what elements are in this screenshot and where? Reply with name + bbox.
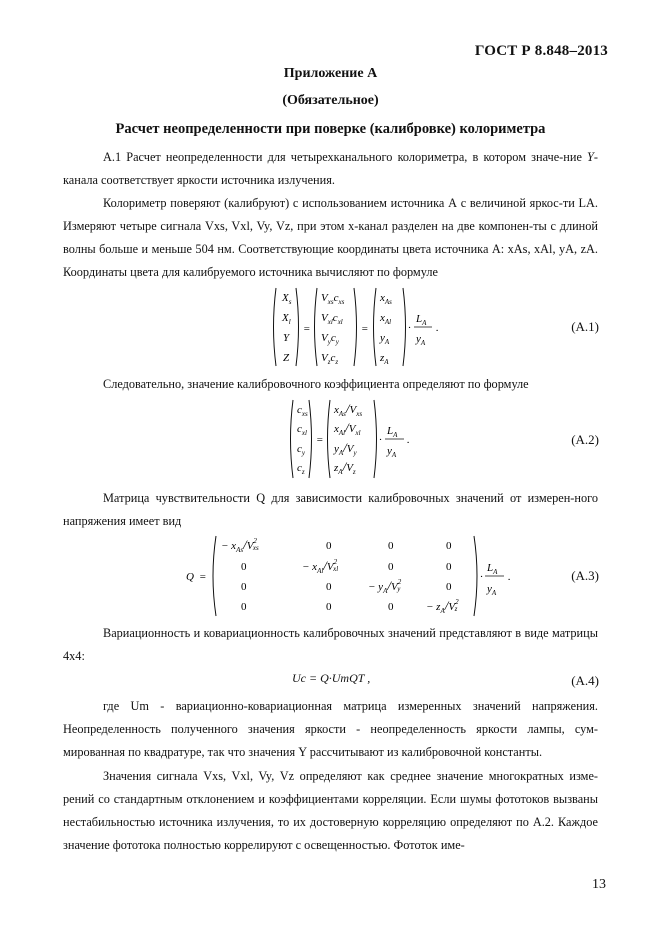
svg-text:0: 0 (446, 540, 452, 552)
paragraph-calibration: Колориметр поверяют (калибруют) с использованием источника А с величиной яркос-ти LA. Измеряют четыре сигнала Vxs, Vxl, Vy, Vz, при этом x-канал разделен на две компонен-ты с длиной волны больше и меньше 504 нм. Соответствующие координаты цвета источника А: xAs, xAl, yA, zA. Координаты цвета для калибруемого источника вычисляют по формуле (63, 196, 598, 279)
equation-a2 (287, 397, 427, 481)
equation-a3 (186, 533, 526, 619)
svg-text:=: = (199, 571, 207, 583)
svg-text:0: 0 (388, 540, 394, 552)
svg-text:0: 0 (446, 561, 452, 573)
svg-text:·: · (379, 434, 382, 446)
svg-text:LA: $L_A$ (487, 562, 498, 576)
svg-text:yA: $y_A$ (487, 583, 497, 597)
standard-number: ГОСТ Р 8.848–2013 (474, 43, 608, 59)
paragraph-signals: Значения сигнала Vxs, Vxl, Vy, Vz определяют как среднее значение многократных изме-рений со стандартным отклонением и коэффициентами корреляции. Если шумы фототоков вызваны нестабильностью источника излучения, то их достоверную корреляцию определяют по А.2. Каждое значение фототока полностью коррелируют с освещенностью. Фототок име- (63, 769, 598, 852)
svg-text:− zA/V2z: − $z_A/V^2$ z (426, 598, 459, 615)
svg-text:cxs: $c_{xs}$ (297, 404, 308, 418)
paragraph-where: где Um - вариационно-ковариационная матрица измеренных значений напряжения. Неопределенность полученного значения яркости - неопределенность яркости лампы, сум-мированная по квадратуре, так что значения Y рассчитывают из калибровочной константы. (63, 699, 598, 759)
svg-text:0: 0 (241, 561, 247, 573)
svg-text:0: 0 (326, 540, 332, 552)
svg-text:yA: $y_A$ (387, 445, 397, 459)
svg-text:.: . (407, 434, 410, 446)
page-number: 13 (592, 877, 606, 892)
svg-text:Vycy: $V_yc_y$ (321, 332, 339, 346)
equation-number-a2: (А.2) (571, 432, 599, 447)
svg-text:Vxscxs: $V_{xs}c_{xs}$ (321, 292, 345, 306)
svg-text:xAs/Vxs: $x_{As}/V_{xs}$ (334, 401, 363, 418)
svg-text:Z: Z (283, 352, 290, 364)
svg-text:xAl/Vxl: $x_{Al}/V_{xl}$ (334, 420, 361, 437)
svg-text:yA: $y_A$ (416, 333, 426, 347)
svg-text:=: = (316, 434, 324, 446)
svg-text:− yA/V2y: − $y_A/V^2$ y (368, 578, 402, 595)
svg-text:cy: $c_y$ (297, 443, 305, 457)
svg-text:yA: $y_A$ (380, 332, 390, 346)
paragraph-sensitivity: Матрица чувствительности Q для зависимости калибровочных значений от измерен-ного напряжения имеет вид (63, 491, 598, 528)
appendix-heading: Расчет неопределенности при поверке (калибровке) колориметра (115, 121, 546, 137)
svg-text:.: . (508, 571, 511, 583)
equation-number-a4: (А.4) (571, 673, 599, 688)
paragraph-a1: А.1 Расчет неопределенности для четырехканального колориметра, в котором значе-ние Y-канала соответствует яркости источника излучения. (63, 150, 598, 187)
svg-text:− xAs/V2xs: − $x_{As}/V^2$ xs (221, 537, 259, 554)
svg-text:xAl: $x_{Al}$ (380, 312, 392, 326)
svg-text:·: · (480, 571, 483, 583)
svg-text:Xl: $X_l$ (282, 312, 291, 326)
svg-text:0: 0 (388, 561, 394, 573)
svg-text:zA: $z_A$ (380, 352, 389, 366)
svg-text:0: 0 (241, 581, 247, 593)
svg-text:·: · (408, 322, 411, 334)
svg-text:Vxlcxl: $V_{xl}c_{xl}$ (321, 312, 343, 326)
svg-text:LA: $L_A$ (387, 425, 398, 439)
svg-text:0: 0 (388, 601, 394, 613)
svg-text:cxl: $c_{xl}$ (297, 423, 307, 437)
equation-a1 (270, 284, 450, 370)
appendix-title: Приложение А (283, 66, 378, 81)
svg-text:0: 0 (326, 601, 332, 613)
svg-text:zA/Vz: $z_A/V_z$ (334, 459, 356, 476)
svg-text:LA: $L_A$ (416, 313, 427, 327)
svg-text:Xs: $X_s$ (282, 292, 292, 306)
svg-text:0: 0 (446, 581, 452, 593)
paragraph-coefficient: Следовательно, значение калибровочного коэффициента определяют по формуле (103, 377, 529, 391)
svg-text:cz: $c_z$ (297, 462, 305, 476)
svg-text:.: . (436, 322, 439, 334)
svg-text:yA/Vy: $y_A/V_y$ (334, 440, 357, 457)
svg-text:0: 0 (326, 581, 332, 593)
appendix-status: (Обязательное) (282, 93, 379, 108)
paragraph-variance: Вариационность и ковариационность калибровочных значений представляют в виде матрицы 4х4: (63, 626, 598, 663)
svg-text:Y: Y (283, 332, 290, 344)
equation-number-a1: (А.1) (571, 319, 599, 334)
equation-number-a3: (А.3) (571, 568, 599, 583)
svg-text:=: = (303, 323, 311, 335)
svg-text:xAs: $x_{As}$ (380, 292, 392, 306)
svg-text:0: 0 (241, 601, 247, 613)
equation-a4: Uc = Q·UmQT , (292, 671, 371, 685)
svg-text:Q: Q (186, 571, 194, 583)
svg-text:− xAl/V2xl: − $x_{Al}/V^2$ xl (302, 558, 339, 575)
svg-text:=: = (361, 323, 369, 335)
svg-text:Vzcz: $V_zc_z$ (321, 352, 339, 366)
